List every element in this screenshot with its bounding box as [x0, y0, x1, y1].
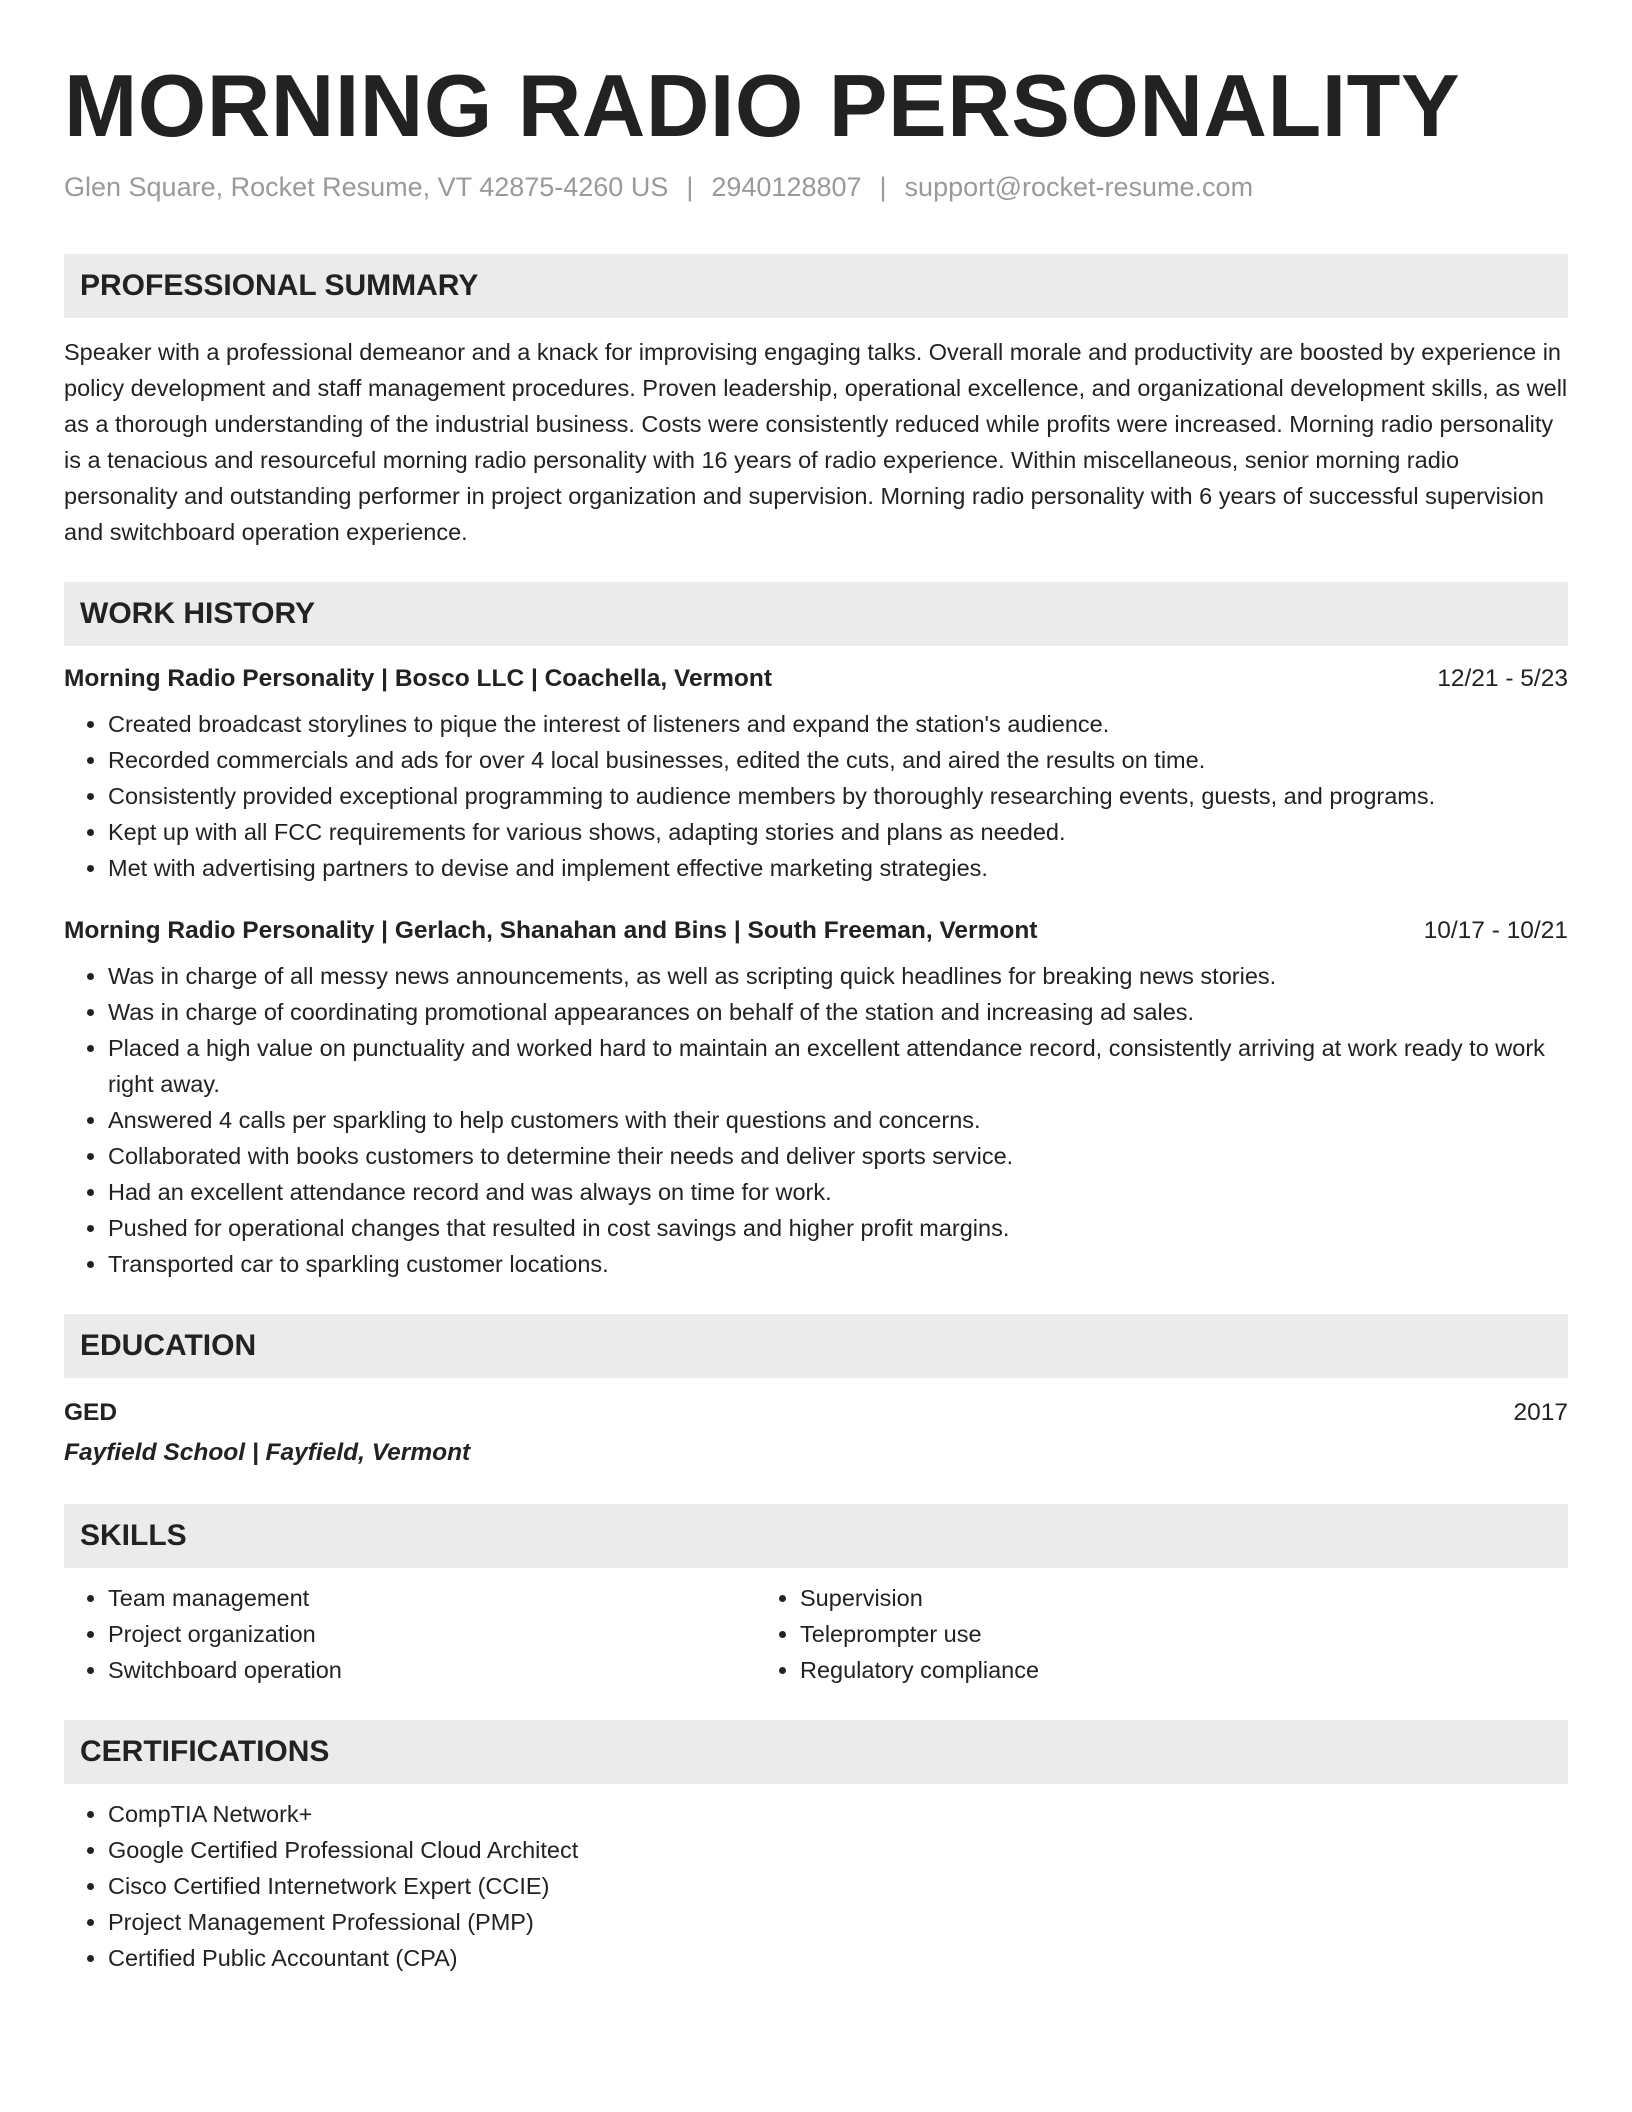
job-title-row [64, 662, 1568, 696]
education-year: 2017 [1513, 1399, 1568, 1426]
skill-item: • Regulatory compliance [800, 1652, 1448, 1688]
certification-item: • Google Certified Professional Cloud Architect [108, 1832, 1568, 1868]
job-entry [64, 662, 1568, 886]
job-dates: 12/21 - 5/23 [1437, 665, 1568, 692]
job-bullet: • Was in charge of coordinating promotional appearances on behalf of the station and increasing ad sales. [108, 994, 1568, 1030]
skill-item: • Team management [108, 1580, 756, 1616]
skills-heading: SKILLS [64, 1504, 1568, 1568]
job-bullets [64, 958, 1568, 1282]
job-bullet: • Kept up with all FCC requirements for various shows, adapting stories and plans as needed. [108, 814, 1568, 850]
summary-heading: PROFESSIONAL SUMMARY [64, 254, 1568, 318]
work-history-heading: WORK HISTORY [64, 582, 1568, 646]
job-bullet: • Pushed for operational changes that resulted in cost savings and higher profit margins. [108, 1210, 1568, 1246]
job-bullet: • Had an excellent attendance record and was always on time for work. [108, 1174, 1568, 1210]
job-bullet: • Consistently provided exceptional programming to audience members by thoroughly researching events, guests, and programs. [108, 778, 1568, 814]
job-bullet: • Created broadcast storylines to pique the interest of listeners and expand the station's audience. [108, 706, 1568, 742]
job-title-row [64, 914, 1568, 948]
certifications-list [64, 1796, 1568, 1976]
contact-separator: | [686, 172, 694, 202]
certification-item: • CompTIA Network+ [108, 1796, 1568, 1832]
education-row [64, 1396, 1568, 1430]
contact-line [64, 170, 1568, 204]
job-bullet: • Was in charge of all messy news announcements, as well as scripting quick headlines for breaking news stories. [108, 958, 1568, 994]
job-title: Morning Radio Personality | Gerlach, Shanahan and Bins | South Freeman, Vermont [64, 917, 1038, 944]
contact-separator: | [879, 172, 887, 202]
skill-item: • Teleprompter use [800, 1616, 1448, 1652]
summary-text: Speaker with a professional demeanor and a knack for improvising engaging talks. Overall morale and productivity are boosted by experience in policy development and staff management procedures. Proven leadership, operational excellence, and organizational development skills, as well as a thorough understanding of the industrial business. Costs were consistently reduced while profits were increased. Morning radio personality is a tenacious and resourceful morning radio personality with 16 years of radio experience. Within miscellaneous, senior morning radio personality and outstanding performer in project organization and supervision. Morning radio personality with 6 years of successful supervision and switchboard operation experience. [64, 339, 1568, 545]
education-degree: GED [64, 1399, 118, 1426]
job-bullet: • Placed a high value on punctuality and worked hard to maintain an excellent attendance record, consistently arriving at work ready to work right away. [108, 1030, 1568, 1102]
certifications-heading: CERTIFICATIONS [64, 1720, 1568, 1784]
job-dates: 10/17 - 10/21 [1423, 917, 1568, 944]
certification-item: • Cisco Certified Internetwork Expert (CCIE) [108, 1868, 1568, 1904]
job-bullet: • Answered 4 calls per sparkling to help customers with their questions and concerns. [108, 1102, 1568, 1138]
job-entry [64, 914, 1568, 1282]
contact-email: support@rocket-resume.com [904, 172, 1254, 202]
certification-item: • Certified Public Accountant (CPA) [108, 1940, 1568, 1976]
job-bullets [64, 706, 1568, 886]
skills-grid [64, 1580, 1568, 1688]
job-bullet: • Collaborated with books customers to determine their needs and deliver sports service. [108, 1138, 1568, 1174]
job-bullet: • Transported car to sparkling customer locations. [108, 1246, 1568, 1282]
skills-column-left [64, 1580, 756, 1688]
education-school: Fayfield School | Fayfield, Vermont [64, 1439, 471, 1466]
education-heading: EDUCATION [64, 1314, 1568, 1378]
job-bullet: • Met with advertising partners to devise and implement effective marketing strategies. [108, 850, 1568, 886]
contact-address: Glen Square, Rocket Resume, VT 42875-4260 US [64, 172, 669, 202]
skill-item: • Supervision [800, 1580, 1448, 1616]
certification-item: • Project Management Professional (PMP) [108, 1904, 1568, 1940]
job-title: Morning Radio Personality | Bosco LLC | Coachella, Vermont [64, 665, 772, 692]
contact-phone: 2940128807 [711, 172, 862, 202]
candidate-name: MORNING RADIO PERSONALITY [64, 56, 1461, 155]
job-bullet: • Recorded commercials and ads for over 4 local businesses, edited the cuts, and aired the results on time. [108, 742, 1568, 778]
skill-item: • Switchboard operation [108, 1652, 756, 1688]
skill-item: • Project organization [108, 1616, 756, 1652]
skills-column-right [756, 1580, 1448, 1688]
